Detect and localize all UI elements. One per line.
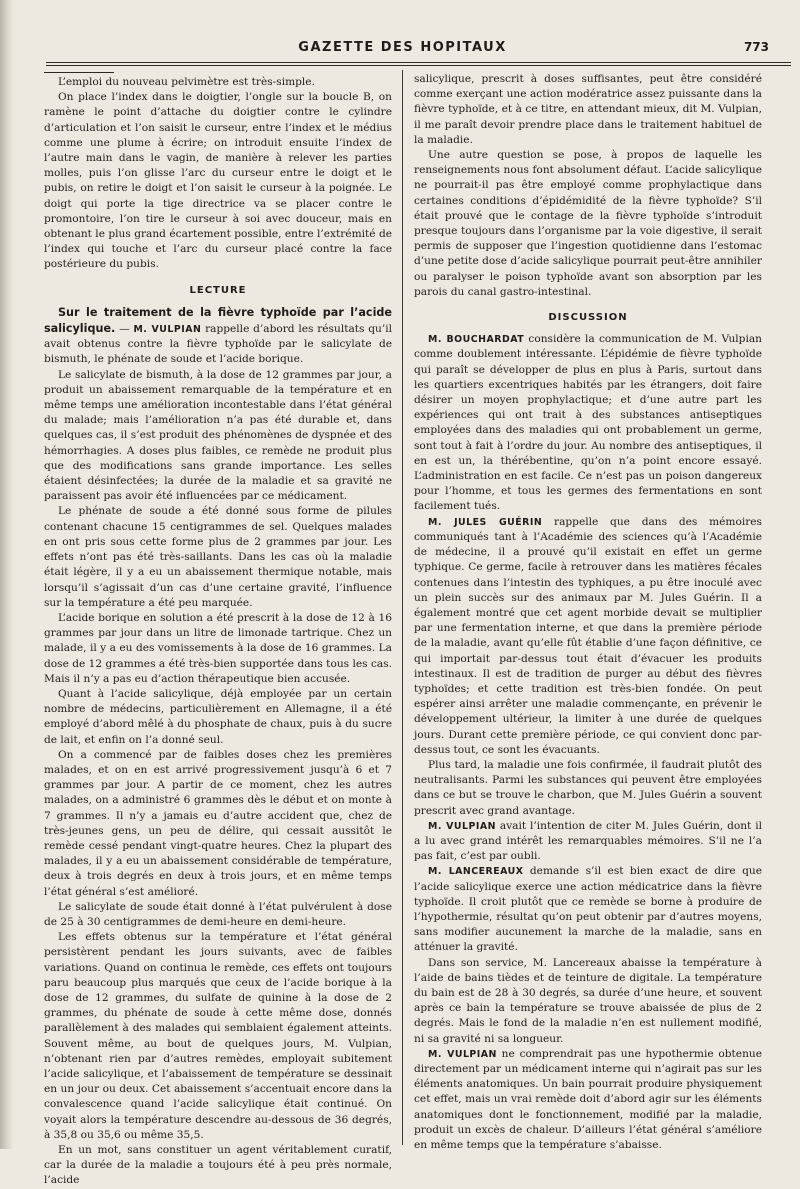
- paragraph: En un mot, sans constituer un agent véritablement curatif, car la durée de la maladie a toujours été à peu près normale, l’acide: [44, 1144, 392, 1187]
- header-rule-bottom: [46, 65, 791, 66]
- section-heading-discussion: DISCUSSION: [548, 312, 628, 324]
- article-lead-paragraph: Sur le traitement de la fièvre typhoïde par l’acide salicylique. — M. VULPIAN rappelle d’abord les résultats qu’il avait obtenus contre la fièvre typhoïde par le salicylate de bismuth, le phénate de soude et l’acide borique.: [44, 305, 392, 366]
- paragraph: Les effets obtenus sur la température et l’état général persistèrent pendant les jours suivants, avec de faibles variations. Quand on continua le remède, ces effets ont toujours paru beaucoup plus marqués que ceux de l’acide borique à la dose de 12 grammes, du sulfate de quinine à la dose de 2 grammes, du phénate de soude à cette même dose, donnés parallèlement à des malades qui semblaient également atteints. Souvent même, au bout de quelques jours, M. Vulpian, n’obtenant rien par d’autres remèdes, employait subitement l’acide salicylique, et l’abaissement de température se dessinait en un jour ou deux. Cet abaissement s’accentuait encore dans la convalescence quand l’acide salicylique était continué. On voyait alors la température descendre au-dessous de 36 degrés, à 35,8 ou 35,6 ou même 35,5.: [44, 931, 392, 1141]
- page-binding-shadow: [0, 0, 14, 1149]
- left-column: [44, 72, 392, 1187]
- paragraph: salicylique, prescrit à doses suffisantes, peut être considéré comme exerçant une action modératrice assez puissante dans la fièvre typhoïde, et à ce titre, en attendant mieux, dit M. Vulpian, il me paraît devoir prendre place dans le traitement habituel de la maladie.: [414, 73, 762, 146]
- running-head: [30, 40, 775, 60]
- page-number: 773: [743, 40, 769, 54]
- paragraph-text: rappelle d’abord les résultats qu’il avait obtenus contre la fièvre typhoïde par le salicylate de bismuth, le phénate de soude et l’acide borique.: [44, 323, 392, 366]
- discussion-entry: [414, 1047, 762, 1153]
- speaker-name: M. BOUCHARDAT: [428, 334, 525, 346]
- paragraph: L’emploi du nouveau pelvimètre est très-simple.: [58, 76, 315, 88]
- discussion-entry: [414, 515, 762, 758]
- paragraph-text: demande s’il est bien exact de dire que l’acide salicylique exerce une action médicatrice dans la fièvre typhoïde. Il croit plutôt que ce remède se borne à produire de l’hypothermie, résultat qu’on peut obtenir par d’autres moyens, sans modifier aucunement la marche de la maladie, sans en atténuer la gravité.: [414, 865, 762, 954]
- paragraph: Dans son service, M. Lancereaux abaisse la température à l’aide de bains tièdes et de teinture de digitale. La température du bain est de 28 à 30 degrés, sa durée d’une heure, et souvent après ce bain la température se trouve abaissée de plus de 2 degrés. Mais le fond de la maladie n’en est nullement modifié, ni sa gravité ni sa longueur.: [414, 956, 762, 1045]
- paragraph-text: avait l’intention de citer M. Jules Guérin, dont il a lu avec grand intérêt les remarquables mémoires. S’il ne l’a pas fait, c’est par oubli.: [414, 819, 762, 863]
- column-divider: [402, 70, 403, 1145]
- paragraph-text: ne comprendrait pas une hypothermie obtenue directement par un médicament interne qui n’agirait pas sur les éléments anatomiques. Un bain pourrait produire physiquement cet effet, mais un vrai remède doit d’abord agir sur les éléments anatomiques dont le fonctionnement, modifié par la maladie, produit un excès de chaleur. D’ailleurs l’état général s’améliore en même temps que la température s’abaisse.: [414, 1047, 762, 1152]
- paragraph: Une autre question se pose, à propos de laquelle les renseignements nous font absolument défaut. L’acide salicylique ne pourrait-il pas être employé comme prophylactique dans certaines conditions d’épidémidité de la fièvre typhoïde? S’il était prouvé que le contage de la fièvre typhoïde s’introduit presque toujours dans l’organisme par la voie digestive, il serait permis de supposer que l’ingestion quotidienne dans l’estomac d’une petite dose d’acide salicylique pourrait peut-être annihiler ou paralyser le poison typhoïde avant son absorption par les parois du canal gastro-intestinal.: [414, 149, 762, 298]
- paragraph: Le salicylate de soude était donné à l’état pulvérulent à dose de 25 à 30 centigrammes de demi-heure en demi-heure.: [44, 900, 392, 928]
- paragraph-text: considère la communication de M. Vulpian comme doublement intéressante. L’épidémie de fièvre typhoïde qui paraît se développer de plus en plus à Paris, surtout dans les quartiers excentriques habités par les étrangers, doit faire désirer un moyen prophylactique; et d’une autre part les expériences qui ont trait à des substances antiseptiques employées dans des maladies qui ont probablement un germe, sont tout à fait à l’ordre du jour. Au nombre des antiseptiques, il en est un, la thérébentine, qu’on n’a point encore essayé. L’administration en est facile. Ce n’est pas un poison dangereux pour l’homme, et tous les germes des fermentations en sont facilement tués.: [414, 333, 762, 513]
- publication-title: GAZETTE DES HOPITAUX: [298, 40, 507, 55]
- speaker-name: M. VULPIAN: [428, 1048, 497, 1060]
- discussion-entry: [414, 864, 762, 955]
- speaker-name: M. VULPIAN: [133, 324, 202, 336]
- paragraph: On place l’index dans le doigtier, l’ongle sur la boucle B, on ramène le point d’attache du doigtier contre le cylindre d’articulation et l’on saisit le curseur, entre l’index et le médius comme une plume à écrire; on introduit ensuite l’index de l’autre main dans le vagin, de manière à relever les parties molles, puis l’on glisse l’arc du curseur entre le doigt et le pubis, on retire le doigt et l’on saisit le curseur à la poignée. Le doigt qui porte la tige directrice va se placer contre le promontoire, l’on tire le curseur à soi avec douceur, mais en obtenant le plus grand écartement possible, entre l’extrémité de l’index qui touche et l’arc du curseur placé contre la face postérieure du pubis.: [44, 91, 392, 271]
- paragraph-text: rappelle que dans des mémoires communiqués tant à l’Académie des sciences qu’à l’Académie de médecine, il a prouvé qu’il existait en effet un germe typhique. Ce germe, facile à retrouver dans les matières fécales contenues dans l’intestin des typhiques, a pu être inoculé avec un plein succès sur des animaux par M. Jules Guérin. Il a également montré que cet agent morbide devait se multiplier par une fermentation interne, et que dans la première période de la maladie, avant qu’elle fût établie d’une façon définitive, ce qui importait par-dessus tout était d’évacuer les produits intestinaux. Il est de tradition de purger au début des fièvres typhoïdes; et cette tradition est très-bien fondée. On peut espérer ainsi arrêter une maladie commençante, en prévenir le développement ultérieur, la limiter à une durée de quelques jours. Durant cette première période, ce qui convient donc par-dessus tout, ce sont les évacuants.: [414, 515, 762, 756]
- paragraph: Plus tard, la maladie une fois confirmée, il faudrait plutôt des neutralisants. Parmi les substances qui peuvent être employées dans ce but se trouve le charbon, que M. Jules Guérin a souvent prescrit avec grand avantage.: [414, 758, 762, 817]
- speaker-name: M. LANCEREAUX: [428, 866, 524, 878]
- paragraph: On a commencé par de faibles doses chez les premières malades, et on en est arrivé progressivement jusqu’à 6 et 7 grammes par jour. A partir de ce moment, chez les autres malades, on a administré 6 grammes dès le début et on monte à 7 grammes. Il n’y a jamais eu d’autre accident que, chez de très-jeunes gens, un peu de délire, qui cessait aussitôt le remède cessé pendant vingt-quatre heures. Chez la plupart des malades, il y a eu un abaissement considérable de température, deux à trois degrés en deux à trois jours, et en même temps l’état général s’est amélioré.: [44, 748, 392, 898]
- paragraph: Le phénate de soude a été donné sous forme de pilules contenant chacune 15 centigrammes de sel. Quelques malades en ont pris sous cette forme plus de 2 grammes par jour. Les effets n’ont pas été très-saillants. Dans les cas où la maladie était légère, il y a eu un abaissement thermique notable, mais lorsqu’il s’agissait d’un cas d’une certaine gravité, l’influence sur la température a été peu marquée.: [44, 505, 392, 609]
- paragraph: Le salicylate de bismuth, à la dose de 12 grammes par jour, a produit un abaissement remarquable de la température et en même temps une amélioration incontestable dans l’état général du malade; mais l’amélioration n’a pas été durable et, dans quelques cas, il s’est produit des phénomènes de dyspnée et des hémorrhagies. A doses plus faibles, ce remède ne produit plus que des modifications sans grande importance. Les selles étaient désinfectées; la durée de la maladie et sa gravité ne paraissent pas avoir été influencées par ce médicament.: [44, 368, 392, 503]
- speaker-name: M. VULPIAN: [428, 820, 496, 832]
- discussion-entry: [414, 819, 762, 865]
- discussion-entry: [414, 332, 762, 514]
- article-title: Sur le traitement de la fièvre typhoïde par l’acide salicylique.: [44, 305, 392, 336]
- header-rule-top: [46, 62, 791, 63]
- paragraph: L’acide borique en solution a été prescrit à la dose de 12 à 16 grammes par jour dans un litre de limonade tartrique. Chez un malade, il y a eu des vomissements à la dose de 16 grammes. La dose de 12 grammes a été très-bien supportée dans tous les cas. Mais il n’y a pas eu d’action thérapeutique bien accusée.: [44, 611, 392, 685]
- section-heading-lecture: LECTURE: [189, 284, 247, 296]
- article-separator: [44, 72, 114, 73]
- right-column: [414, 72, 762, 1152]
- paragraph: Quant à l’acide salicylique, déjà employée par un certain nombre de médecins, particulièrement en Allemagne, il a été employé d’abord mêlé à du phosphate de chaux, puis à du sucre de lait, et enfin on l’a donné seul.: [44, 687, 392, 746]
- speaker-name: M. JULES GUÉRIN: [428, 516, 543, 528]
